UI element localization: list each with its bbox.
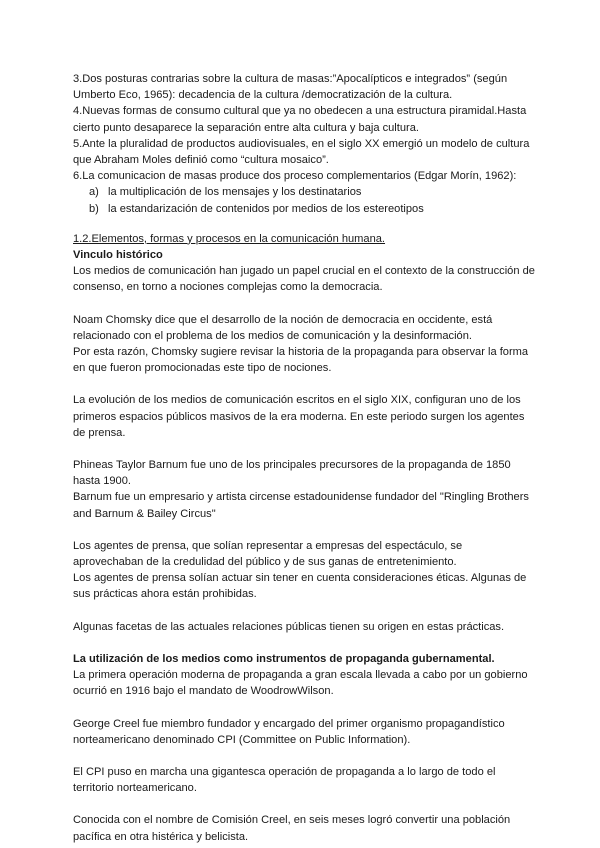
list-item — [73, 184, 535, 200]
spacer — [73, 635, 535, 651]
paragraph: Por esta razón, Chomsky sugiere revisar la historia de la propaganda para observar la forma en que fueron promocionadas este tipo de nociones. — [73, 346, 529, 375]
paragraph: George Creel fue miembro fundador y encargado del primer organismo propagandístico norteamericano denominado CPI (Committee on Public Information). — [73, 717, 505, 746]
paragraph-item-3: 3.Dos posturas contrarias sobre la cultura de masas:”Apocalípticos e integrados” (según Umberto Eco, 1965): decadencia de la cultura /democratización de la cultura. — [73, 73, 508, 102]
document-body — [73, 71, 535, 845]
paragraph-item-6: 6.La comunicacion de masas produce dos proceso complementarios (Edgar Morín, 1962): — [73, 170, 517, 183]
list-item-text: la estandarización de contenidos por medios de los estereotipos — [108, 202, 424, 215]
spacer — [73, 700, 535, 716]
section-heading: La utilización de los medios como instrumentos de propaganda gubernamental. — [73, 652, 495, 665]
spacer — [73, 603, 535, 619]
list-item — [73, 201, 535, 217]
list-item-text: la multiplicación de los mensajes y los destinatarios — [108, 186, 362, 199]
paragraph: Los agentes de prensa solían actuar sin tener en cuenta consideraciones éticas. Algunas de sus prácticas ahora están prohibidas. — [73, 572, 527, 601]
list-marker: a) — [89, 186, 99, 199]
spacer — [73, 217, 535, 225]
paragraph: Noam Chomsky dice que el desarrollo de la noción de democracia en occidente, está relacionado con el problema de los medios de comunicación y la desinformación. — [73, 313, 493, 342]
spacer — [73, 748, 535, 764]
paragraph: La primera operación moderna de propaganda a gran escala llevada a cabo por un gobierno ocurrió en 1916 bajo el mandato de WoodrowWilson. — [73, 669, 528, 698]
spacer — [73, 441, 535, 457]
spacer — [73, 376, 535, 392]
paragraph: Los medios de comunicación han jugado un papel crucial en el contexto de la construcción de consenso, en torno a nociones complejas como la democracia. — [73, 265, 535, 294]
spacer — [73, 796, 535, 812]
paragraph: Los agentes de prensa, que solían representar a empresas del espectáculo, se aprovechaban de la credulidad del público y de sus ganas de entretenimiento. — [73, 539, 463, 569]
paragraph-item-5: 5.Ante la pluralidad de productos audiovisuales, en el siglo XX emergió un modelo de cultura que Abraham Moles definió como “cultura mosaico”. — [73, 137, 530, 167]
spacer — [73, 522, 535, 538]
section-heading[interactable]: 1.2.Elementos, formas y procesos en la comunicación humana. — [73, 232, 386, 245]
paragraph: La evolución de los medios de comunicación escritos en el siglo XIX, configuran uno de los primeros espacios públicos masivos de la era moderna. En este periodo surgen los agentes de prensa. — [73, 394, 525, 439]
paragraph: El CPI puso en marcha una gigantesca operación de propaganda a lo largo de todo el territorio norteamericano. — [73, 765, 496, 795]
paragraph: Algunas facetas de las actuales relaciones públicas tienen su origen en estas prácticas. — [73, 620, 505, 633]
list-marker: b) — [89, 202, 99, 215]
spacer — [73, 296, 535, 312]
paragraph: Barnum fue un empresario y artista circense estadounidense fundador del "Ringling Brothers and Barnum & Bailey Circus" — [73, 491, 529, 520]
subheading: Vinculo histórico — [73, 249, 163, 262]
paragraph: Phineas Taylor Barnum fue uno de los principales precursores de la propaganda de 1850 hasta 1900. — [73, 459, 511, 488]
paragraph: Conocida con el nombre de Comisión Creel, en seis meses logró convertir una población pacífica en otra histérica y belicista. — [73, 814, 511, 843]
paragraph-item-4: 4.Nuevas formas de consumo cultural que ya no obedecen a una estructura piramidal.Hasta cierto punto desaparece la separación entre alta cultura y baja cultura. — [73, 105, 527, 134]
